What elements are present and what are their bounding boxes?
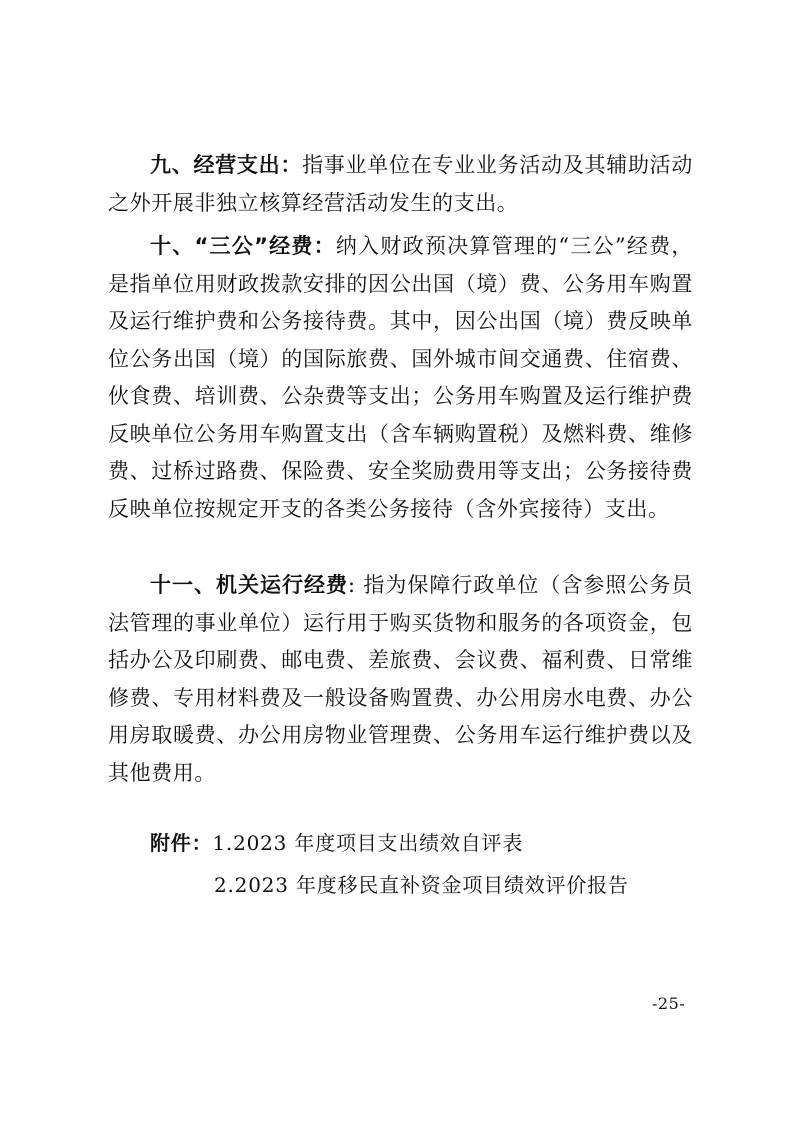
page-number: -25- bbox=[652, 994, 686, 1013]
definition-heading: 十、“三公”经费： bbox=[150, 234, 336, 258]
definition-paragraph bbox=[108, 228, 693, 528]
definition-section-three-public-expenses bbox=[108, 228, 693, 528]
definition-section-operating-expenditure bbox=[108, 147, 693, 222]
attachment-item-2: 2.2023 年度移民直补资金项目绩效评价报告 bbox=[214, 873, 629, 897]
definition-body: 纳入财政预决算管理的“三公”经费，是指单位用财政拨款安排的因公出国（境）费、公务用车购置及运行维护费和公务接待费。其中，因公出国（境）费反映单位公务出国（境）的国际旅费、国外城市间交通费、住宿费、伙食费、培训费、公杂费等支出；公务用车购置及运行维护费反映单位公务用车购置支出（含车辆购置税）及燃料费、维修费、过桥过路费、保险费、安全奖励费用等支出；公务接待费反映单位按规定开支的各类公务接待（含外宾接待）支出。 bbox=[108, 234, 694, 521]
definition-paragraph bbox=[108, 567, 693, 792]
definition-body: 指事业单位在专业业务活动及其辅助活动之外开展非独立核算经营活动发生的支出。 bbox=[108, 153, 693, 215]
attachment-line-2 bbox=[214, 870, 629, 900]
attachment-label: 附件： bbox=[150, 831, 213, 855]
definition-section-agency-operating-expenses bbox=[108, 567, 693, 792]
attachment-line-1 bbox=[150, 828, 523, 858]
definition-heading: 十一、机关运行经费 bbox=[150, 573, 349, 597]
definition-heading: 九、经营支出： bbox=[150, 153, 303, 177]
attachment-item-1: 1.2023 年度项目支出绩效自评表 bbox=[212, 831, 524, 855]
definition-paragraph bbox=[108, 147, 693, 222]
definition-body: : 指为保障行政单位（含参照公务员法管理的事业单位）运行用于购买货物和服务的各项资金，包括办公及印刷费、邮电费、差旅费、会议费、福利费、日常维修费、专用材料费及一般设备购置费、办公用房水电费、办公用房取暖费、办公用房物业管理费、公务用车运行维护费以及其他费用。 bbox=[108, 573, 693, 785]
